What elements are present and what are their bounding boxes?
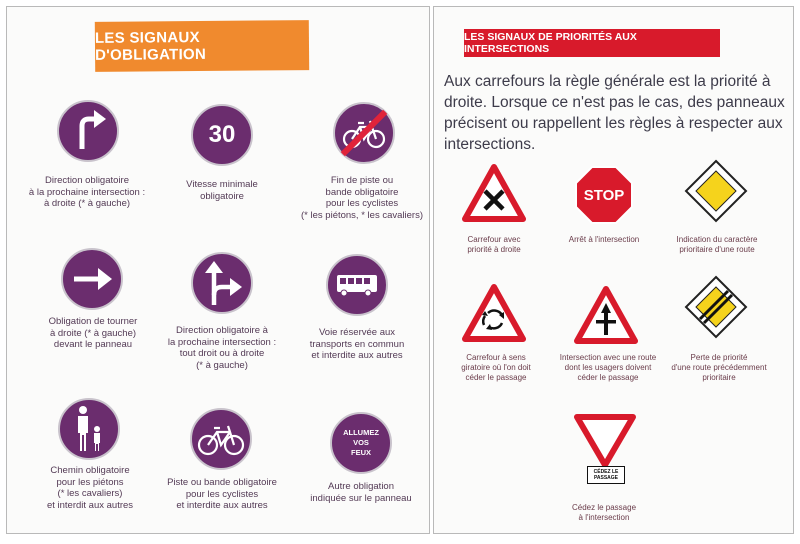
turn-right-arrow-icon [56,99,120,163]
sign-caption: Vitesse minimale obligatoire [186,179,258,202]
bicycle-icon [189,407,253,471]
right-arrow-icon [60,247,124,311]
straight-or-right-arrow-icon [190,251,254,315]
sign-caption: Direction obligatoire à la prochaine intersection : à droite (* à gauche) [28,175,146,209]
priority-title: LES SIGNAUX DE PRIORITÉS AUX INTERSECTIONS [464,29,720,57]
sign-caption: Autre obligation indiquée sur le panneau [310,481,412,504]
end-of-cycle-lane-icon [332,101,396,165]
sign-caption: Arrêt à l'intersection [568,235,640,244]
sign-caption: Direction obligatoire à la prochaine intersection : tout droit ou à droite (* à gauche) [167,325,277,371]
obligation-panel [6,6,430,534]
sign-caption: Carrefour à sens giratoire où l'on doit céder le passage [461,353,531,382]
yield-sign-text: CÉDEZ LE PASSAGE [587,466,625,484]
sign-caption: Piste ou bande obligatoire pour les cyclistes et interdite aux autres [167,477,277,511]
sign-caption: Perte de priorité d'une route précédemment prioritaire [671,353,767,382]
sign-caption: Voie réservée aux transports en commun et interdite aux autres [309,327,405,361]
stop-text: STOP [583,186,625,204]
sign-caption: Carrefour avec priorité à droite [467,235,521,254]
bus-icon [325,253,389,317]
sign-caption: Intersection avec une route dont les usagers doivent céder le passage [559,353,657,382]
priority-panel [433,6,794,534]
intro-paragraph: Aux carrefours la règle générale est la priorité à droite. Lorsque ce n'est pas le cas, des panneaux précisent ou rappellent les règles à respecter aux intersections. [444,73,785,153]
sign-text: ALLUMEZ VOS FEUX [343,428,379,457]
sign-caption: Chemin obligatoire pour les piétons (* les cavaliers) et interdit aux autres [46,465,134,511]
roundabout-icon [462,283,526,343]
obligation-title: LES SIGNAUX D'OBLIGATION [95,20,309,72]
priority-road-icon [684,159,748,223]
yield-sign-icon [573,413,637,469]
sign-caption: Fin de piste ou bande obligatoire pour les cyclistes (* les piétons, * les cavaliers) [301,175,423,221]
sign-caption: Cédez le passage à l'intersection [571,503,637,522]
priority-right-icon [462,163,526,223]
pedestrian-icon [57,397,121,461]
sign-caption: Indication du caractère prioritaire d'une route [676,235,758,254]
sign-caption: Obligation de tourner à droite (* à gauche) devant le panneau [48,316,138,350]
crossroad-priority-icon [574,285,638,345]
end-priority-road-icon [684,275,748,339]
speed-value: 30 [208,121,236,148]
